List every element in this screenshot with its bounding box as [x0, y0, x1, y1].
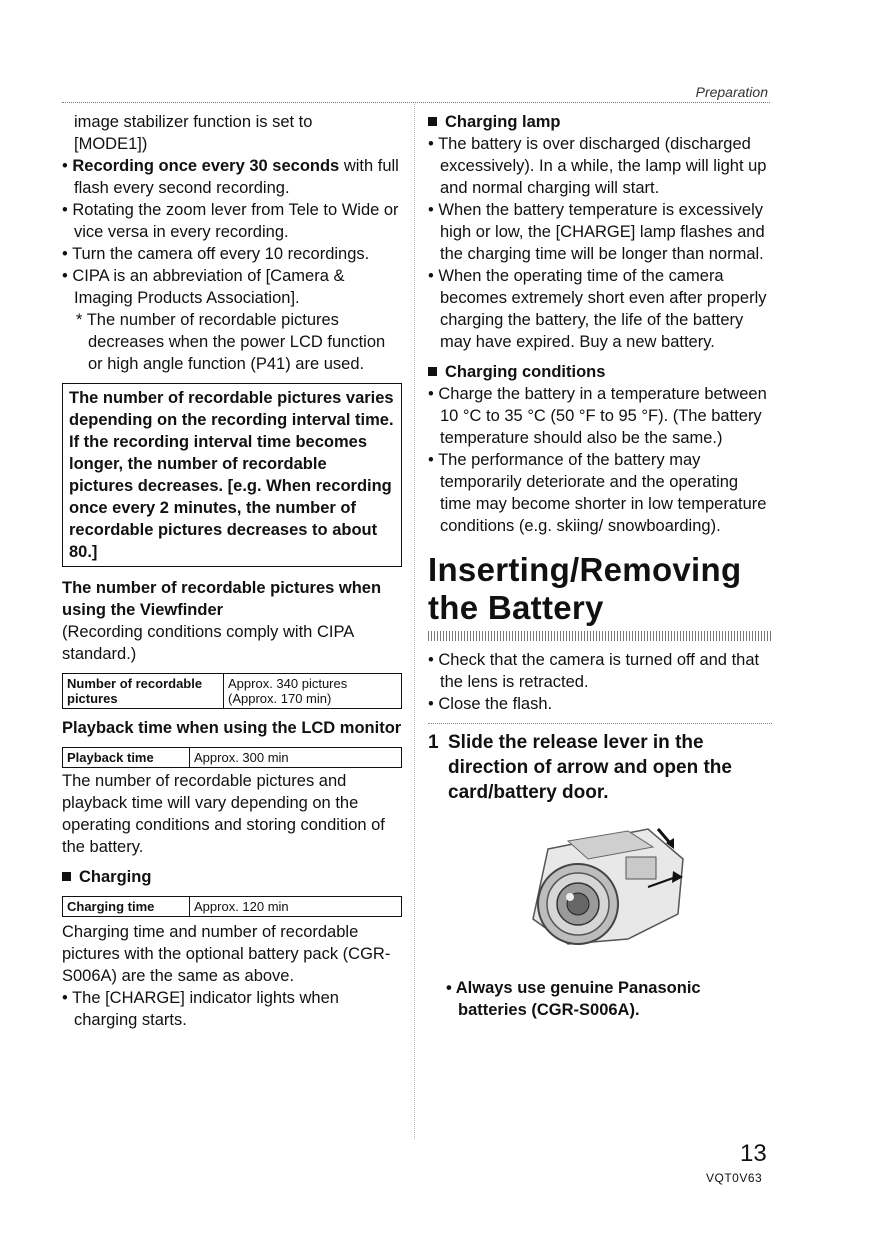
step-divider [428, 723, 772, 724]
conditions-heading [428, 361, 772, 383]
list-item: • Rotating the zoom lever from Tele to Wide or vice versa in every recording. [62, 201, 399, 241]
bullet-text: Turn the camera off every 10 recordings. [72, 245, 370, 263]
square-bullet-icon [62, 872, 71, 881]
section-title-line: Inserting/Removing [428, 551, 742, 588]
right-column [428, 111, 772, 1021]
bullet-text: When the operating time of the camera becomes extremely short even after properly charging the battery, the life of the battery may have expired. Buy a new battery. [438, 267, 767, 351]
list-item: • Check that the camera is turned off and that the lens is retracted. [428, 651, 760, 691]
charging-heading-text: Charging [79, 868, 152, 886]
conditions-heading-text: Charging conditions [445, 363, 606, 381]
genuine-battery-note: Always use genuine Panasonic batteries (CGR-S006A). [455, 979, 701, 1019]
lamp-heading [428, 111, 772, 133]
intro-line: [MODE1]) [74, 135, 148, 153]
recording-interval-box: The number of recordable pictures varies depending on the recording interval time. If the recording interval time becomes longer, the number of recordable pictures decreases. [e.g. When recording once every 2 minutes, the number of recordable pictures decreases to about 80.] [62, 383, 402, 567]
camera-icon [533, 829, 683, 944]
bullet-text: The [CHARGE] indicator lights when charging starts. [72, 989, 339, 1029]
list-item: • Always use genuine Panasonic batteries (CGR-S006A). [446, 979, 701, 1019]
bullet-text: When the battery temperature is excessively high or low, the [CHARGE] lamp flashes and the charging time will be longer than normal. [438, 201, 765, 263]
bullet-text: The battery is over discharged (discharged excessively). In a while, the lamp will light up and normal charging will start. [438, 135, 767, 197]
list-item: • Charge the battery in a temperature between 10 °C to 35 °C (50 °F to 95 °F). (The battery temperature should also be the same.) [428, 385, 767, 447]
value-pictures: Approx. 340 pictures [228, 676, 348, 691]
list-item: • CIPA is an abbreviation of [Camera & Imaging Products Association]. [62, 267, 345, 307]
step-text: Slide the release lever in the direction of arrow and open the card/battery door. [448, 732, 732, 803]
list-item: • Recording once every 30 seconds with full flash every second recording. [62, 157, 399, 197]
bullet-text: Charge the battery in a temperature between 10 °C to 35 °C (50 °F to 95 °F). (The battery temperature should also be the same.) [438, 385, 767, 447]
document-code: VQT0V63 [706, 1171, 763, 1185]
bullet-bold: Recording once every 30 seconds [72, 157, 340, 175]
table-value [224, 674, 402, 709]
playback-heading: Playback time when using the LCD monitor [62, 719, 402, 737]
table-value: Approx. 300 min [190, 748, 402, 768]
bullet-text: Check that the camera is turned off and that the lens is retracted. [438, 651, 760, 691]
list-item: • The [CHARGE] indicator lights when charging starts. [62, 989, 339, 1029]
square-bullet-icon [428, 117, 437, 126]
list-item: • The battery is over discharged (discharged excessively). In a while, the lamp will light up and normal charging will start. [428, 135, 767, 197]
bullet-text: The performance of the battery may temporarily deteriorate and the operating time may become shorter in low temperature conditions (e.g. skiing/ snowboarding). [438, 451, 767, 535]
square-bullet-icon [428, 367, 437, 376]
intro-line: image stabilizer function is set to [74, 113, 313, 131]
header-rule [62, 102, 770, 103]
bullet-text: Rotating the zoom lever from Tele to Wide or vice versa in every recording. [72, 201, 399, 241]
left-column [62, 111, 404, 1031]
list-item: • When the operating time of the camera becomes extremely short even after properly charging the battery, the life of the battery may have expired. Buy a new battery. [428, 267, 767, 351]
bullet-text: Close the flash. [438, 695, 553, 713]
charging-table [62, 896, 402, 917]
column-divider [414, 104, 415, 1139]
table-row [63, 748, 402, 768]
section-header: Preparation [695, 84, 768, 100]
table-row [63, 674, 402, 709]
playback-table [62, 747, 402, 768]
footnote-text: The number of recordable pictures decreases when the power LCD function or high angle function (P41) are used. [86, 311, 386, 373]
title-stripe [428, 631, 772, 641]
table-value: Approx. 120 min [190, 897, 402, 917]
value-minutes: (Approx. 170 min) [228, 691, 332, 706]
charging-heading [62, 866, 404, 888]
section-title-line: the Battery [428, 589, 604, 626]
list-item: • Turn the camera off every 10 recordings. [62, 245, 370, 263]
viewfinder-conditions: (Recording conditions comply with CIPA standard.) [62, 623, 354, 663]
charging-paragraph: Charging time and number of recordable pictures with the optional battery pack (CGR-S006A) are the same as above. [62, 923, 391, 985]
lamp-heading-text: Charging lamp [445, 113, 561, 131]
step-1 [428, 730, 772, 805]
table-key: Playback time [63, 748, 190, 768]
playback-paragraph: The number of recordable pictures and playback time will vary depending on the operating conditions and storing condition of the battery. [62, 772, 385, 856]
section-title [428, 551, 772, 627]
footnote [62, 309, 404, 375]
list-item: • Close the flash. [428, 695, 553, 713]
viewfinder-heading: The number of recordable pictures when using the Viewfinder [62, 579, 382, 619]
footnote-mark: * [76, 311, 83, 329]
table-row [63, 897, 402, 917]
table-key: Number of recordable pictures [63, 674, 224, 709]
camera-illustration [508, 819, 698, 959]
recordable-pictures-table [62, 673, 402, 709]
bullet-text: with full flash every second recording. [74, 157, 399, 197]
page-number: 13 [740, 1140, 767, 1167]
table-key: Charging time [63, 897, 190, 917]
list-item: • The performance of the battery may temporarily deteriorate and the operating time may become shorter in low temperature conditions (e.g. skiing/ snowboarding). [428, 451, 767, 535]
list-item: • When the battery temperature is excessively high or low, the [CHARGE] lamp flashes and the charging time will be longer than normal. [428, 201, 765, 263]
step-number: 1 [428, 732, 439, 753]
bullet-text: CIPA is an abbreviation of [Camera & Imaging Products Association]. [72, 267, 345, 307]
